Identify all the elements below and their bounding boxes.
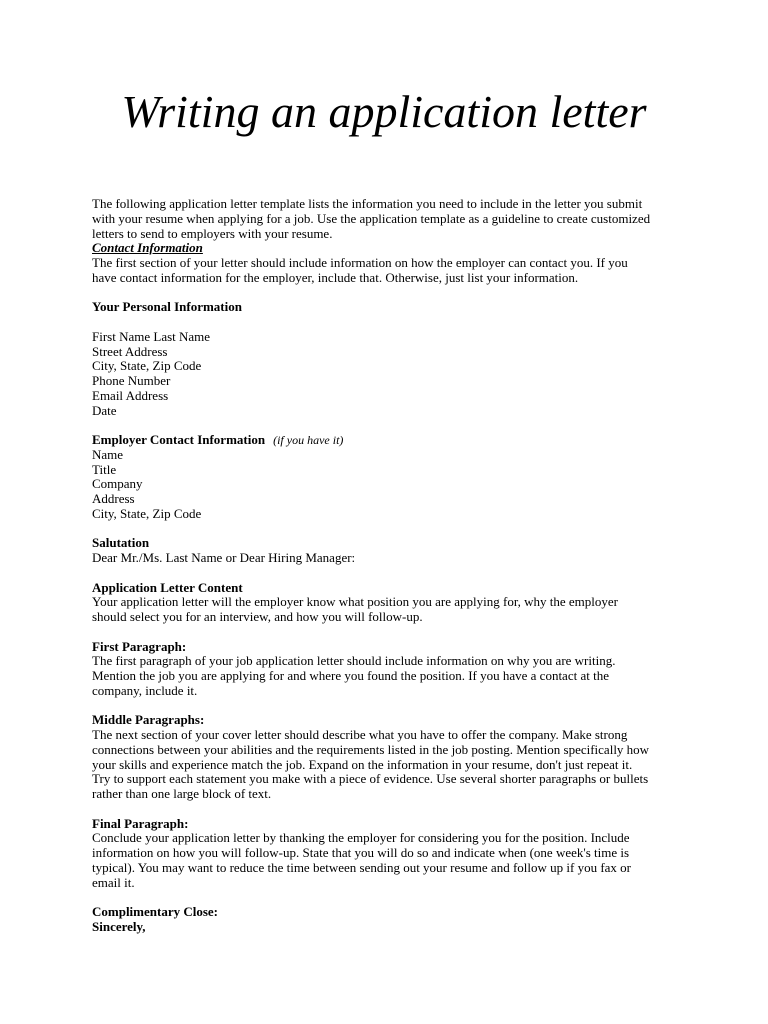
- contact-heading: Contact Information: [92, 240, 203, 256]
- final-line: Conclude your application letter by thanking the employer for considering you for the position. Include: [92, 830, 630, 846]
- final-line: information on how you will follow-up. State that you will do so and indicate when (one week's time is: [92, 845, 630, 860]
- middle-line: connections between your abilities and the requirements listed in the job posting. Mention specifically how: [92, 741, 650, 757]
- middle-heading: Middle Paragraphs:: [92, 712, 205, 728]
- salutation-heading: Salutation: [92, 535, 150, 551]
- employer-line: Name: [92, 446, 124, 462]
- personal-line: City, State, Zip Code: [92, 358, 202, 374]
- final-line: typical). You may want to reduce the time between sending out your resume and follow up if you fax or: [92, 859, 632, 875]
- employer-line: City, State, Zip Code: [92, 505, 202, 521]
- personal-heading: Your Personal Information: [92, 299, 242, 315]
- employer-line: Address: [92, 491, 135, 506]
- content-line: should select you for an interview, and how you will follow-up.: [92, 609, 423, 624]
- spacer: [92, 802, 692, 817]
- spacer: [92, 890, 692, 905]
- intro-line: letters to send to employers with your resume.: [92, 225, 333, 241]
- close-heading: Complimentary Close:: [92, 904, 219, 919]
- personal-line: Email Address: [92, 387, 169, 403]
- final-heading: Final Paragraph:: [92, 815, 189, 831]
- spacer: [92, 699, 692, 714]
- employer-line: Title: [92, 461, 117, 477]
- content-heading: Application Letter Content: [92, 579, 243, 595]
- document-body: [92, 197, 692, 935]
- first-heading: First Paragraph:: [92, 638, 187, 654]
- salutation-line: Dear Mr./Ms. Last Name or Dear Hiring Manager:: [92, 550, 356, 565]
- first-line: Mention the job you are applying for and where you found the position. If you have a contact at the: [92, 668, 609, 683]
- first-line: company, include it.: [92, 682, 198, 698]
- middle-line: your skills and experience match the job. Expand on the information in your resume, don't just repeat it.: [92, 756, 633, 772]
- spacer: [92, 315, 692, 330]
- spacer: [92, 625, 692, 640]
- employer-line: Company: [92, 476, 143, 492]
- employer-note: (if you have it): [273, 433, 344, 447]
- spacer: [92, 286, 692, 301]
- content-line: Your application letter will the employer know what position you are applying for, why the employer: [92, 594, 618, 610]
- middle-line: Try to support each statement you make with a piece of evidence. Use several shorter paragraphs or bullets: [92, 771, 649, 787]
- personal-line: Phone Number: [92, 373, 171, 388]
- middle-line: The next section of your cover letter should describe what you have to offer the company. Make strong: [92, 727, 628, 742]
- intro-line: with your resume when applying for a job. Use the application template as a guideline to create customized: [92, 210, 651, 226]
- close-value: Sincerely,: [92, 918, 146, 934]
- spacer: [92, 566, 692, 581]
- first-line: The first paragraph of your job application letter should include information on why you are writing.: [92, 653, 616, 669]
- personal-line: Street Address: [92, 343, 168, 359]
- middle-line: rather than one large block of text.: [92, 786, 272, 801]
- personal-line: Date: [92, 402, 117, 418]
- employer-heading-row: [92, 433, 692, 448]
- intro-line: The following application letter template lists the information you need to include in the letter you submit: [92, 196, 643, 211]
- contact-line: have contact information for the employer, include that. Otherwise, just list your information.: [92, 269, 579, 285]
- spacer: [92, 418, 692, 433]
- final-line: email it.: [92, 874, 135, 890]
- personal-line: First Name Last Name: [92, 328, 211, 344]
- document-title: Writing an application letter: [121, 86, 647, 137]
- contact-line: The first section of your letter should include information on how the employer can contact you. If you: [92, 255, 628, 270]
- employer-heading: Employer Contact Information: [92, 432, 266, 447]
- spacer: [92, 522, 692, 537]
